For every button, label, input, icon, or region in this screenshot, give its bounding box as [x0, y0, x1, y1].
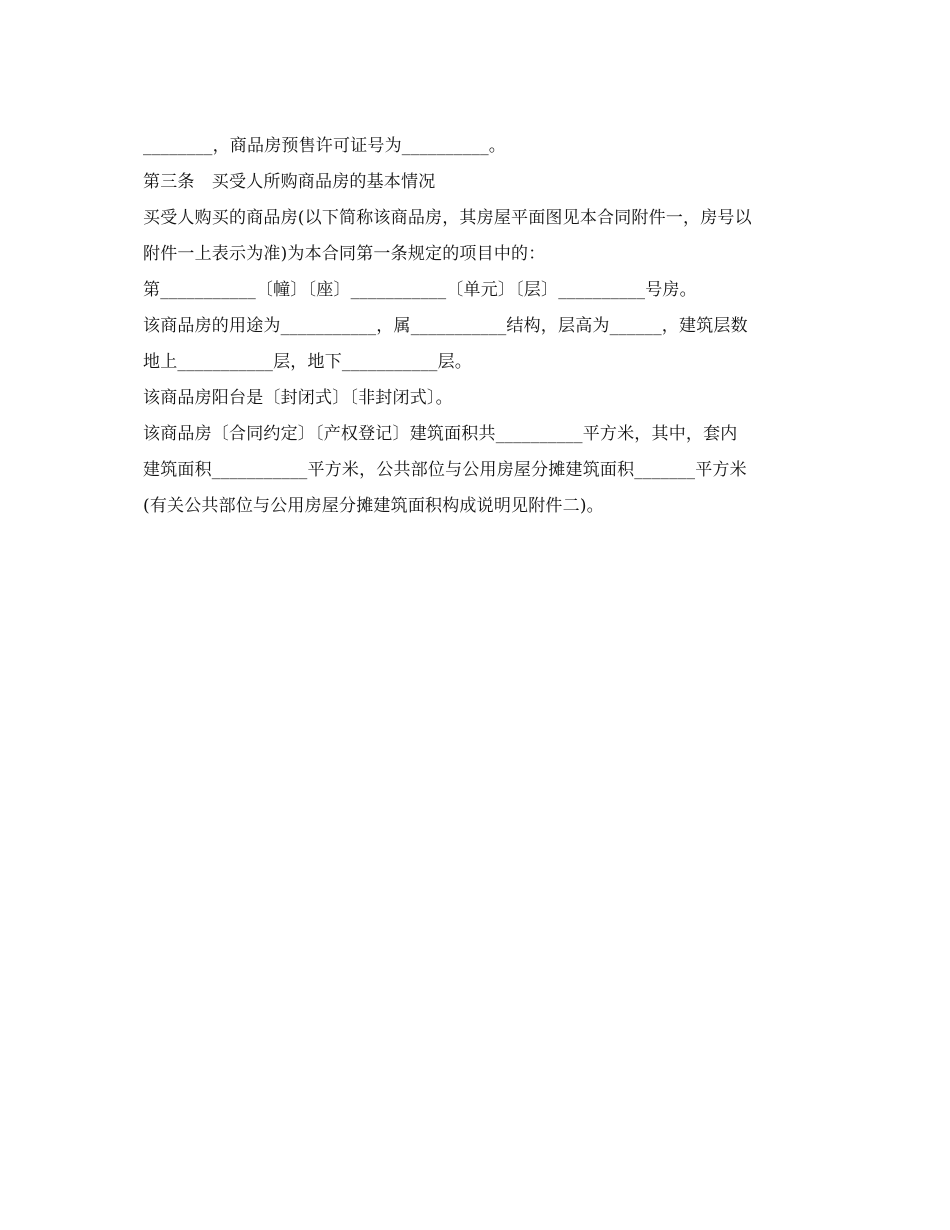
text-line-balcony: 该商品房阳台是〔封闭式〕〔非封闭式〕。 [143, 388, 453, 408]
text-line-presale-permit: ________，商品房预售许可证号为__________。 [143, 136, 506, 156]
text-line-room-number: 第___________〔幢〕〔座〕___________〔单元〕〔层〕__________号房。 [143, 280, 697, 300]
text-line-purchase-description-cont: 附件一上表示为准)为本合同第一条规定的项目中的： [143, 244, 546, 264]
contract-text-block [143, 128, 823, 524]
text-line-inner-area: 建筑面积___________平方米，公共部位与公用房屋分摊建筑面积_______平方米 [143, 460, 747, 480]
text-line-building-area: 该商品房〔合同约定〕〔产权登记〕建筑面积共__________平方米，其中，套内 [143, 424, 738, 444]
text-line-usage-structure: 该商品房的用途为___________，属___________结构，层高为______，建筑层数 [143, 316, 748, 336]
text-line-purchase-description: 买受人购买的商品房(以下简称该商品房，其房屋平面图见本合同附件一，房号以 [143, 208, 752, 228]
article-three-heading: 第三条 买受人所购商品房的基本情况 [143, 172, 436, 192]
text-line-shared-area-note: (有关公共部位与公用房屋分摊建筑面积构成说明见附件二)。 [143, 496, 604, 516]
text-line-floors: 地上___________层，地下___________层。 [143, 352, 472, 372]
